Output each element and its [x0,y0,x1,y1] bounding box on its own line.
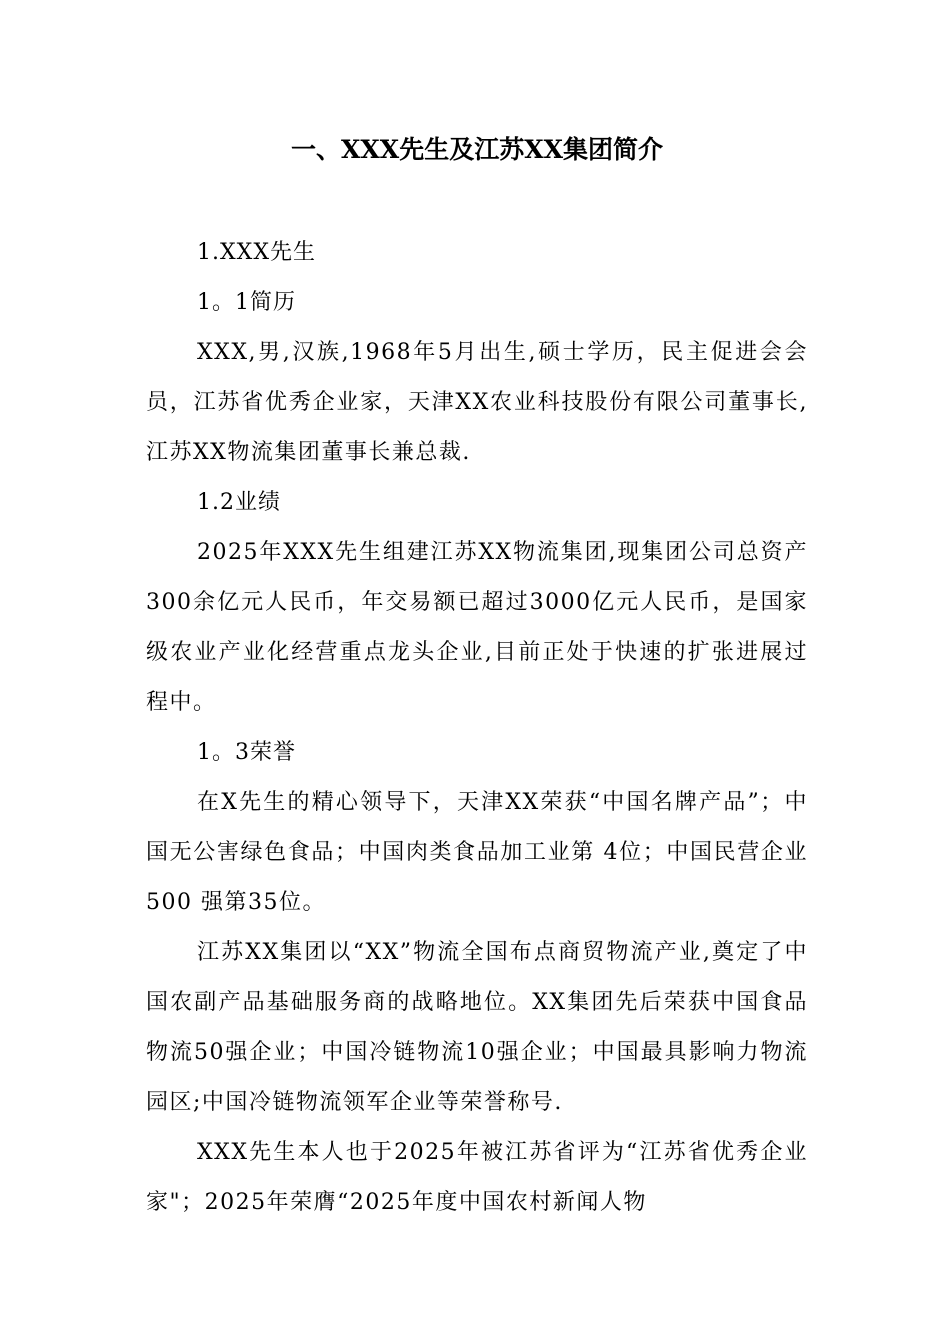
honor-paragraph-2: 江苏XX集团以“XX”物流全国布点商贸物流产业,奠定了中国农副产品基础服务商的战略地位。XX集团先后荣获中国食品物流50强企业；中国冷链物流10强企业；中国最具影响力物流园区;中国冷链物流领军企业等荣誉称号. [146,940,808,1115]
section-heading-1-1: 1。1简历 [197,290,296,315]
page-title: 一、XXX先生及江苏XX集团简介 [291,135,663,164]
honor-paragraph-3: XXX先生本人也于2025年被江苏省评为“江苏省优秀企业家"；2025年荣膺“2025年度中国农村新闻人物 [146,1140,808,1215]
resume-paragraph: XXX,男,汉族,1968年5月出生,硕士学历，民主促进会会员，江苏省优秀企业家，天津XX农业科技股份有限公司董事长,江苏XX物流集团董事长兼总裁. [146,340,808,465]
honor-paragraph-1: 在X先生的精心领导下，天津XX荣获“中国名牌产品”；中国无公害绿色食品；中国肉类食品加工业第 4位；中国民营企业 500 强第35位。 [146,790,808,915]
section-heading-1-2: 1.2业绩 [197,490,281,515]
achievement-paragraph: 2025年XXX先生组建江苏XX物流集团,现集团公司总资产300余亿元人民币，年交易额已超过3000亿元人民币，是国家级农业产业化经营重点龙头企业,目前正处于快速的扩张进展过程中。 [146,540,808,715]
document-page [146,130,808,1228]
section-heading-1-3: 1。3荣誉 [197,740,296,765]
section-heading-1: 1.XXX先生 [197,240,316,265]
